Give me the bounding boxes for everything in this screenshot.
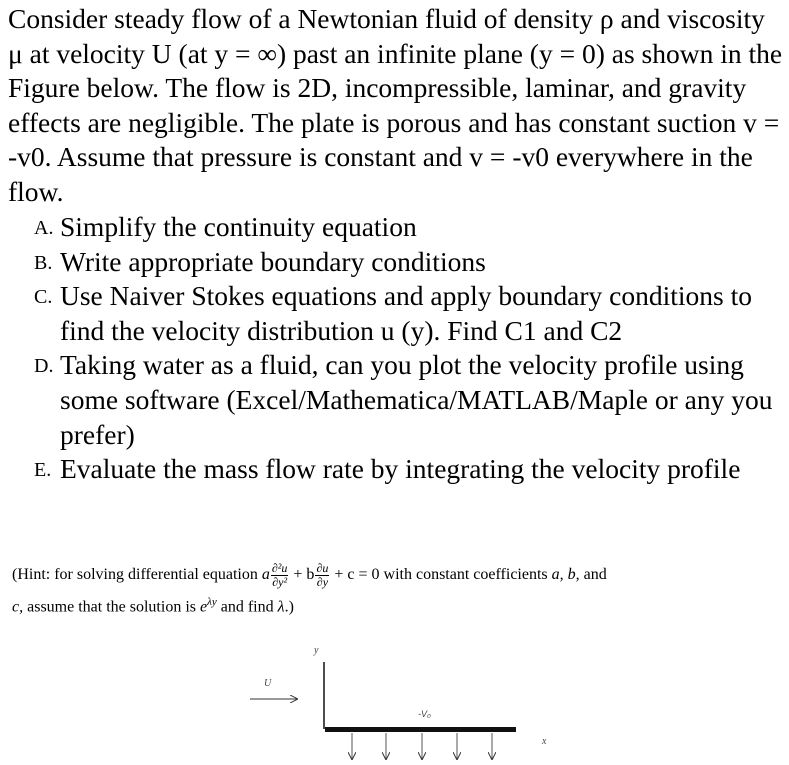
y-axis-label: y [314, 645, 319, 656]
second-derivative-fraction [271, 562, 289, 589]
task-letter: B. [34, 251, 53, 274]
exp-base: e [199, 598, 208, 616]
and-word: and [583, 566, 607, 584]
task-item-d [34, 348, 786, 452]
first-derivative-fraction [315, 562, 329, 589]
hint-middle: with constant coefficients [383, 566, 548, 584]
frac-denominator: ∂y [316, 575, 329, 589]
task-list [34, 210, 786, 487]
task-item-b [34, 245, 786, 280]
coef-c: c, [12, 598, 24, 616]
task-letter: A. [34, 217, 54, 239]
lambda-symbol: λ [277, 598, 285, 616]
problem-statement: Consider steady flow of a Newtonian fluid of density ρ and viscosity μ at velocity U (at y = ∞) past an infinite plane (y = 0) as shown in the Figure below. The flow is 2D, incompressible, laminar, and gravity effects are negligible. The plate is porous and has constant suction v = -v0. Assume that pressure is constant and v = -v0 everywhere in the flow. [8, 3, 783, 207]
porous-plate [325, 727, 516, 732]
coef-a: a [261, 566, 270, 584]
task-letter: E. [34, 459, 52, 482]
hint-assume: assume that the solution is [27, 598, 196, 616]
x-axis-label: x [542, 736, 547, 747]
task-item-e [34, 452, 786, 487]
frac-denominator: ∂y² [272, 575, 288, 589]
task-text: Use Naiver Stokes equations and apply boundary conditions to find the velocity distribution u (y). Find C1 and C2 [60, 280, 752, 346]
hint-find: and find [220, 598, 274, 616]
plus-c: + c = 0 [334, 566, 380, 584]
flow-diagram [240, 636, 560, 765]
task-letter: C. [34, 286, 53, 309]
hint-paragraph [12, 562, 782, 620]
task-item-c [34, 279, 786, 348]
task-item-a [34, 210, 786, 245]
u-label: U [264, 678, 272, 689]
task-text: Taking water as a fluid, can you plot the velocity profile using some software (Excel/Mathematica/MATLAB/Maple or any you prefer) [60, 349, 773, 450]
hint-prefix: (Hint: for solving differential equation [12, 566, 258, 584]
task-letter: D. [34, 355, 54, 378]
task-text: Write appropriate boundary conditions [60, 245, 486, 277]
task-text: Simplify the continuity equation [60, 211, 417, 242]
frac-numerator: ∂u [316, 561, 329, 575]
task-text: Evaluate the mass flow rate by integrating the velocity profile [60, 453, 741, 485]
suction-velocity-label: -V₀ [418, 709, 431, 719]
exp-power: λy [207, 596, 217, 608]
coeff-list: a, b, [551, 566, 580, 584]
hint-end: .) [284, 598, 294, 616]
plus-b: + b [293, 566, 315, 584]
frac-numerator: ∂²u [271, 561, 288, 575]
